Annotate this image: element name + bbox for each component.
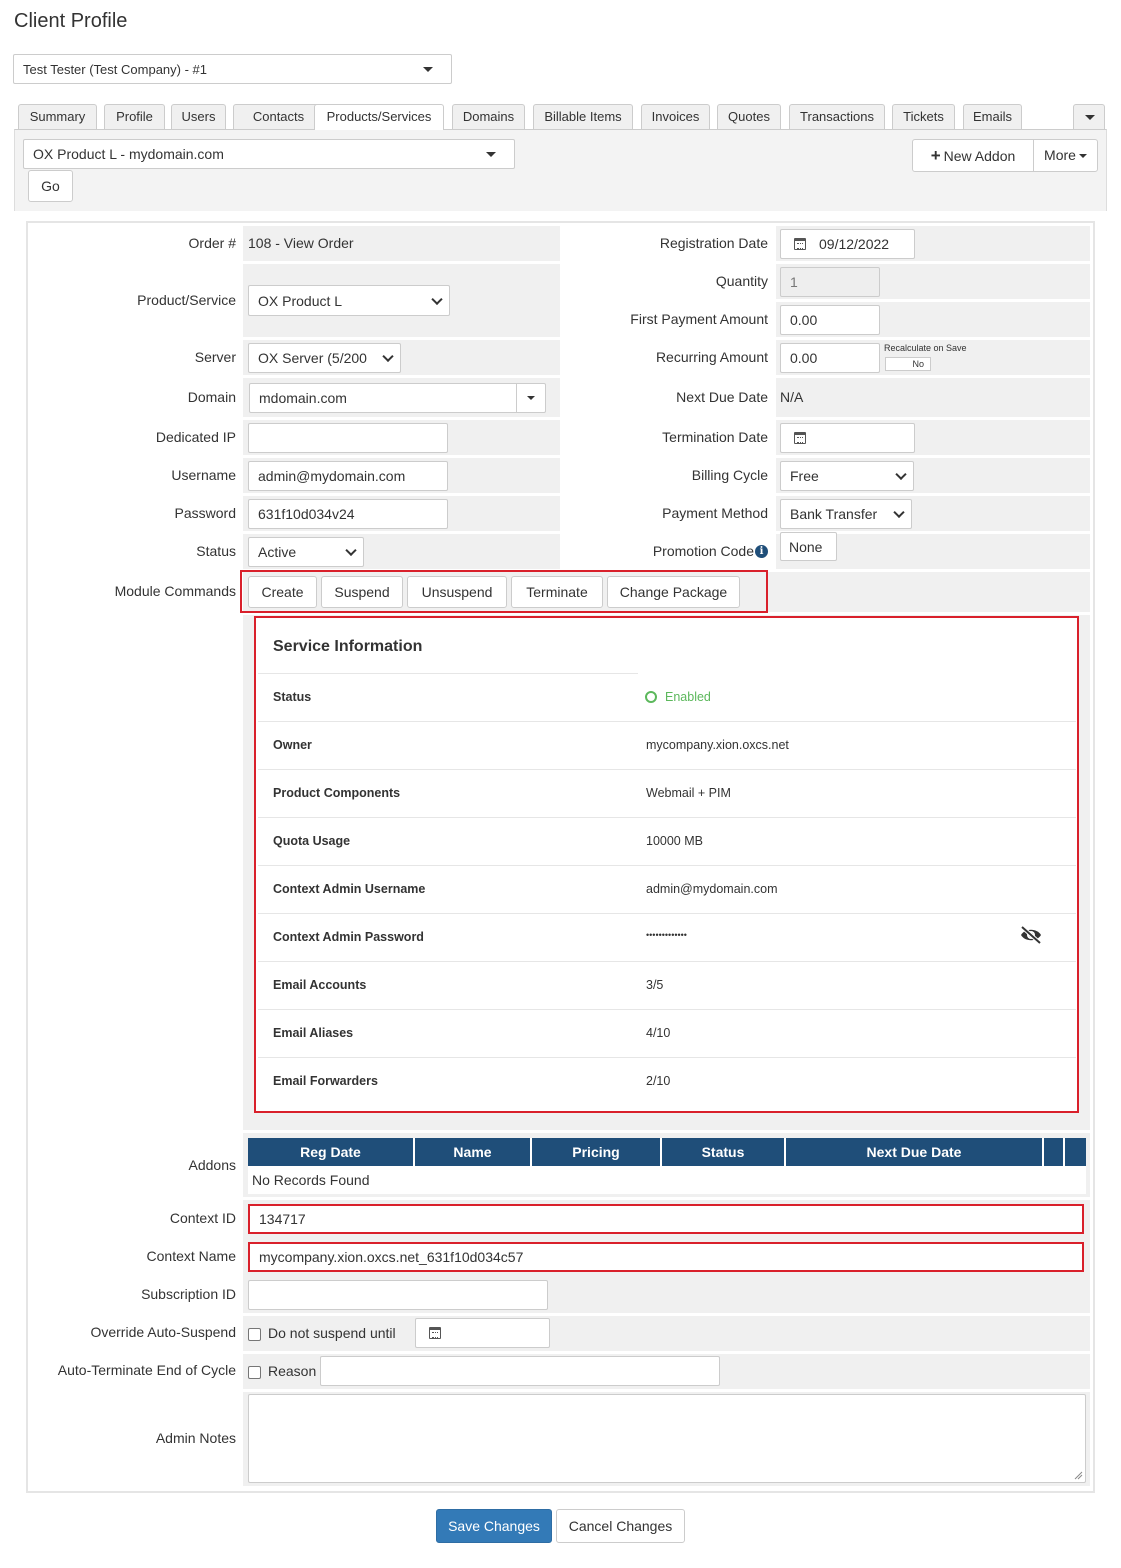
new-addon-button[interactable] xyxy=(912,139,1034,172)
username-input[interactable]: admin@mydomain.com xyxy=(248,461,448,491)
svc-owner-value: mycompany.xion.oxcs.net xyxy=(646,738,789,752)
resize-handle-icon[interactable] xyxy=(1074,1471,1083,1480)
next-due-cell xyxy=(776,378,1090,417)
tab-billable-items[interactable]: Billable Items xyxy=(533,104,633,129)
svc-email-aliases-value: 4/10 xyxy=(646,1026,671,1040)
svc-components-value: Webmail + PIM xyxy=(646,786,731,800)
chevron-down-icon xyxy=(423,67,433,72)
svc-quota-value: 10000 MB xyxy=(646,834,703,848)
server-dropdown-value: OX Server (5/200 xyxy=(258,350,367,366)
svc-email-accounts-label: Email Accounts xyxy=(273,978,367,992)
billing-cycle-value: Free xyxy=(790,468,819,484)
tab-transactions[interactable]: Transactions xyxy=(789,104,885,129)
svc-status-label: Status xyxy=(273,690,312,704)
override-label: Override Auto-Suspend xyxy=(90,1324,236,1340)
addons-col-name[interactable]: Name xyxy=(415,1138,532,1166)
reg-date-value: 09/12/2022 xyxy=(819,236,890,252)
subscription-label: Subscription ID xyxy=(141,1286,236,1302)
payment-method-dropdown[interactable] xyxy=(780,499,912,529)
context-name-input[interactable]: mycompany.xion.oxcs.net_631f10d034c57 xyxy=(248,1242,1084,1272)
dedicated-ip-input[interactable] xyxy=(248,423,448,453)
client-select-value: Test Tester (Test Company) - #1 xyxy=(23,62,207,77)
tab-tickets[interactable]: Tickets xyxy=(892,104,955,129)
tab-profile[interactable]: Profile xyxy=(104,104,165,129)
new-addon-label: New Addon xyxy=(943,148,1016,164)
svc-status-value: Enabled xyxy=(665,690,711,704)
addons-col-next-due[interactable]: Next Due Date xyxy=(786,1138,1044,1166)
chevron-down-icon xyxy=(893,507,904,518)
termination-label: Termination Date xyxy=(662,429,768,445)
recalculate-toggle[interactable] xyxy=(885,357,931,371)
server-dropdown[interactable] xyxy=(248,343,401,373)
tab-users[interactable]: Users xyxy=(171,104,226,129)
dedicated-ip-label: Dedicated IP xyxy=(155,429,236,445)
recurring-input[interactable]: 0.00 xyxy=(780,343,880,373)
context-id-input[interactable]: 134717 xyxy=(248,1204,1084,1234)
reg-date-input[interactable] xyxy=(780,229,915,259)
calendar-icon xyxy=(794,238,806,250)
divider xyxy=(258,913,1076,914)
divider xyxy=(258,1009,1076,1010)
username-label: Username xyxy=(171,467,236,483)
divider xyxy=(258,817,1076,818)
recurring-label: Recurring Amount xyxy=(655,349,768,365)
product-label: Product/Service xyxy=(137,292,236,308)
admin-notes-textarea[interactable] xyxy=(248,1394,1086,1483)
suspend-until-date-input[interactable] xyxy=(415,1318,550,1348)
domain-dropdown-button[interactable] xyxy=(516,383,546,413)
addons-label: Addons xyxy=(188,1157,236,1173)
reg-date-label: Registration Date xyxy=(659,235,768,251)
addons-empty-text: No Records Found xyxy=(252,1172,370,1188)
billing-cycle-dropdown[interactable] xyxy=(780,461,914,491)
chevron-down-icon xyxy=(895,469,906,480)
first-payment-input[interactable]: 0.00 xyxy=(780,305,880,335)
product-dropdown[interactable] xyxy=(248,285,450,316)
svc-admin-username-label: Context Admin Username xyxy=(273,882,426,896)
svc-email-forwarders-label: Email Forwarders xyxy=(273,1074,378,1088)
change-package-button[interactable]: Change Package xyxy=(607,576,740,608)
override-checkbox-label: Do not suspend until xyxy=(268,1325,396,1341)
tab-quotes[interactable]: Quotes xyxy=(717,104,781,129)
terminate-button[interactable]: Terminate xyxy=(511,576,603,608)
page-title: Client Profile xyxy=(14,10,128,32)
svc-owner-label: Owner xyxy=(273,738,312,752)
quantity-label: Quantity xyxy=(715,273,768,289)
addons-col-action-1 xyxy=(1044,1138,1065,1166)
svc-admin-username-value: admin@mydomain.com xyxy=(646,882,778,896)
recalculate-label: Recalculate on Save xyxy=(884,343,967,353)
divider xyxy=(258,673,638,674)
more-button[interactable] xyxy=(1033,139,1098,172)
tab-emails[interactable]: Emails xyxy=(963,104,1022,129)
order-link[interactable]: 108 - View Order xyxy=(248,235,354,251)
override-checkbox[interactable] xyxy=(248,1328,261,1341)
server-label: Server xyxy=(194,349,236,365)
subscription-input[interactable] xyxy=(248,1280,548,1310)
service-info-title: Service Information xyxy=(273,638,423,655)
svc-quota-label: Quota Usage xyxy=(273,834,351,848)
billing-cycle-label: Billing Cycle xyxy=(691,467,768,483)
module-commands-label: Module Commands xyxy=(114,583,236,599)
tab-contacts[interactable]: Contacts xyxy=(233,104,324,129)
tab-products-services[interactable]: Products/Services xyxy=(314,104,444,130)
tab-domains[interactable]: Domains xyxy=(452,104,525,129)
more-label: More xyxy=(1044,147,1076,163)
client-select[interactable] xyxy=(13,54,452,84)
divider xyxy=(258,961,1076,962)
domain-input[interactable]: mdomain.com xyxy=(249,383,517,413)
calendar-icon xyxy=(794,432,806,444)
status-circle-icon xyxy=(645,691,657,703)
auto-terminate-checkbox[interactable] xyxy=(248,1366,261,1379)
status-dropdown[interactable] xyxy=(248,537,364,567)
chevron-down-icon xyxy=(345,545,356,556)
context-name-label: Context Name xyxy=(146,1248,236,1264)
quantity-input: 1 xyxy=(780,267,880,297)
go-button[interactable]: Go xyxy=(28,170,73,202)
next-due-label: Next Due Date xyxy=(676,389,768,405)
password-input[interactable]: 631f10d034v24 xyxy=(248,499,448,529)
addons-col-action-2 xyxy=(1065,1138,1086,1166)
svc-email-aliases-label: Email Aliases xyxy=(273,1026,354,1040)
tab-summary[interactable]: Summary xyxy=(18,104,97,129)
chevron-down-icon xyxy=(1085,115,1095,120)
context-id-label: Context ID xyxy=(169,1210,236,1226)
plus-icon: + xyxy=(930,146,941,165)
addons-col-status[interactable]: Status xyxy=(662,1138,786,1166)
chevron-down-icon xyxy=(1079,154,1087,158)
product-dropdown-value: OX Product L xyxy=(258,293,343,309)
addons-col-pricing[interactable]: Pricing xyxy=(532,1138,662,1166)
admin-notes-label: Admin Notes xyxy=(155,1430,236,1446)
info-icon[interactable]: i xyxy=(755,545,768,558)
divider xyxy=(258,1057,1076,1058)
svc-admin-password-label: Context Admin Password xyxy=(273,930,424,944)
calendar-icon xyxy=(429,1327,441,1339)
promotion-label: Promotion Code xyxy=(652,543,754,559)
svc-email-forwarders-value: 2/10 xyxy=(646,1074,671,1088)
status-label: Status xyxy=(196,543,236,559)
create-button[interactable]: Create xyxy=(248,576,317,608)
recalculate-toggle-label: No xyxy=(912,359,924,369)
payment-method-value: Bank Transfer xyxy=(790,506,878,522)
cancel-changes-button[interactable]: Cancel Changes xyxy=(556,1509,685,1543)
chevron-down-icon xyxy=(431,293,442,304)
payment-method-label: Payment Method xyxy=(662,505,768,521)
promotion-dropdown[interactable]: None xyxy=(780,532,837,561)
unsuspend-button[interactable]: Unsuspend xyxy=(407,576,507,608)
auto-terminate-label: Auto-Terminate End of Cycle xyxy=(57,1362,236,1378)
chevron-down-icon xyxy=(527,396,535,400)
eye-slash-icon[interactable] xyxy=(1019,925,1043,945)
divider xyxy=(258,769,1076,770)
tab-invoices[interactable]: Invoices xyxy=(641,104,710,129)
next-due-value: N/A xyxy=(780,389,804,405)
product-select-value: OX Product L - mydomain.com xyxy=(33,146,224,162)
save-changes-button[interactable]: Save Changes xyxy=(436,1509,552,1543)
first-payment-label: First Payment Amount xyxy=(630,311,768,327)
suspend-button[interactable]: Suspend xyxy=(321,576,403,608)
divider xyxy=(258,865,1076,866)
tabs-overflow-button[interactable] xyxy=(1073,104,1105,129)
status-dropdown-value: Active xyxy=(258,544,297,560)
reason-label: Reason xyxy=(268,1363,317,1379)
order-label: Order # xyxy=(188,235,236,251)
svc-components-label: Product Components xyxy=(273,786,401,800)
chevron-down-icon xyxy=(382,351,393,362)
termination-date-input[interactable] xyxy=(780,423,915,453)
chevron-down-icon xyxy=(486,152,496,157)
password-label: Password xyxy=(174,505,236,521)
svc-admin-password-value: ••••••••••••• xyxy=(646,930,687,940)
svc-email-accounts-value: 3/5 xyxy=(646,978,664,992)
domain-label: Domain xyxy=(187,389,236,405)
divider xyxy=(258,721,1076,722)
reason-input[interactable] xyxy=(320,1356,720,1386)
product-select[interactable] xyxy=(23,139,515,169)
addons-col-reg-date[interactable]: Reg Date xyxy=(248,1138,415,1166)
